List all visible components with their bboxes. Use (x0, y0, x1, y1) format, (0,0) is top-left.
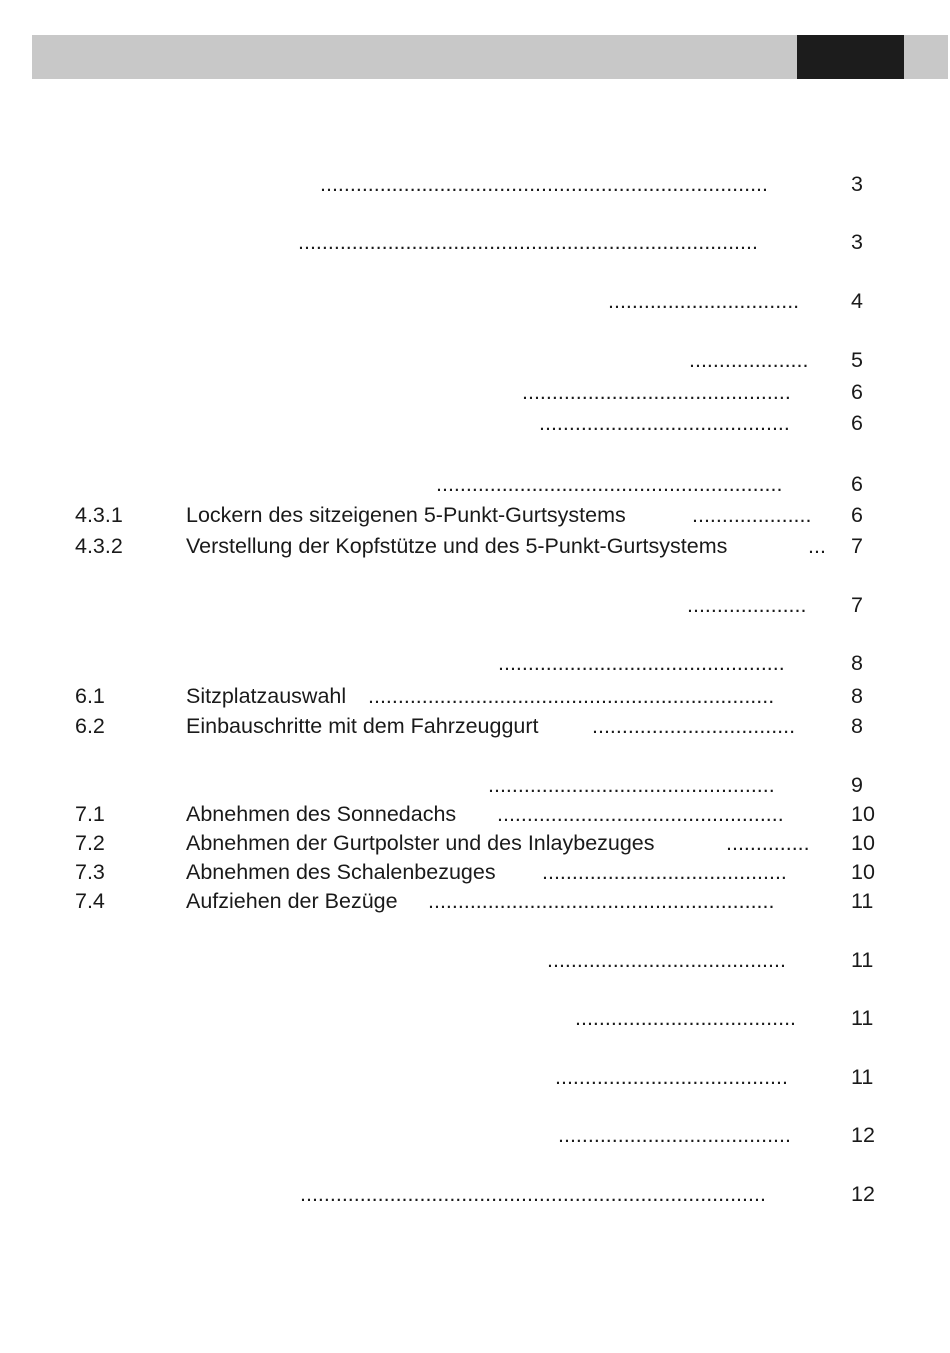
toc-number: 7.2 (75, 831, 105, 855)
toc-row (0, 287, 950, 315)
toc-row (0, 887, 950, 915)
toc-title: Abnehmen der Gurtpolster und des Inlaybezuges (186, 831, 655, 855)
toc-row (0, 858, 950, 886)
toc-row (0, 378, 950, 406)
toc-title: Aufziehen der Bezüge (186, 889, 398, 913)
toc-page: 6 (851, 503, 863, 527)
toc-page: 6 (851, 472, 863, 496)
toc-page: 9 (851, 773, 863, 797)
toc-leader: ............................................................................. (298, 230, 758, 254)
toc-row (0, 771, 950, 799)
toc-leader: .......................................................... (428, 889, 775, 913)
toc-row (0, 649, 950, 677)
toc-page: 11 (851, 948, 874, 972)
toc-leader: .................................. (592, 714, 796, 738)
toc-page: 6 (851, 380, 863, 404)
toc-row (0, 1063, 950, 1091)
toc-page: 3 (851, 230, 863, 254)
toc-leader: ................................................ (498, 651, 785, 675)
toc-leader: ... (808, 534, 826, 558)
toc-number: 7.1 (75, 802, 105, 826)
toc-leader: .............................................................................. (300, 1182, 766, 1206)
toc-page: 7 (851, 593, 863, 617)
toc-row (0, 712, 950, 740)
toc-title: Einbauschritte mit dem Fahrzeuggurt (186, 714, 539, 738)
toc-leader: .................... (687, 593, 807, 617)
toc-page: 8 (851, 651, 863, 675)
toc-row (0, 170, 950, 198)
toc-leader: ............................................. (522, 380, 791, 404)
toc-row (0, 409, 950, 437)
toc-page: 10 (851, 802, 875, 826)
toc-leader: .......................................... (539, 411, 790, 435)
toc-leader: ................................................ (497, 802, 784, 826)
toc-page: 6 (851, 411, 863, 435)
toc-row (0, 829, 950, 857)
toc-page: 10 (851, 860, 875, 884)
toc-leader: ........................................ (547, 948, 786, 972)
toc-title: Sitzplatzauswahl (186, 684, 347, 708)
toc-row (0, 228, 950, 256)
toc-page: 8 (851, 714, 863, 738)
toc-row (0, 501, 950, 529)
toc-row (0, 591, 950, 619)
toc-leader: ........................................................................... (320, 172, 769, 196)
toc-row (0, 682, 950, 710)
toc-title: Abnehmen des Sonnedachs (186, 802, 457, 826)
toc-row (0, 1180, 950, 1208)
toc-number: 7.3 (75, 860, 105, 884)
toc-leader: .................... (692, 503, 812, 527)
toc-title: Abnehmen des Schalenbezuges (186, 860, 496, 884)
toc-leader: ......................................... (542, 860, 787, 884)
toc-title: Verstellung der Kopfstütze und des 5-Punkt-Gurtsystems (186, 534, 728, 558)
toc-leader: ..................................... (575, 1006, 797, 1030)
toc-row (0, 1121, 950, 1149)
toc-page: 3 (851, 172, 863, 196)
toc-row (0, 346, 950, 374)
toc-number: 7.4 (75, 889, 105, 913)
toc-leader: ....................................... (555, 1065, 788, 1089)
toc-page: 8 (851, 684, 863, 708)
toc-leader: .................... (689, 348, 809, 372)
toc-row (0, 532, 950, 560)
toc-leader: ....................................... (558, 1123, 791, 1147)
toc-page: 11 (851, 889, 874, 913)
toc-leader: .............. (726, 831, 810, 855)
toc-number: 6.1 (75, 684, 105, 708)
toc-page: 12 (851, 1123, 875, 1147)
toc-page: 4 (851, 289, 863, 313)
toc-page: 11 (851, 1065, 874, 1089)
toc-page: 7 (851, 534, 863, 558)
toc-leader: ................................................ (488, 773, 775, 797)
toc-row (0, 800, 950, 828)
toc-leader: .......................................................... (436, 472, 783, 496)
toc-number: 4.3.1 (75, 503, 123, 527)
toc-leader: .................................................................... (368, 684, 775, 708)
toc-row (0, 470, 950, 498)
toc-row (0, 1004, 950, 1032)
toc-page: 5 (851, 348, 863, 372)
toc-page: 10 (851, 831, 875, 855)
toc-number: 4.3.2 (75, 534, 123, 558)
toc-page: 12 (851, 1182, 875, 1206)
toc-number: 6.2 (75, 714, 105, 738)
toc-leader: ................................ (608, 289, 800, 313)
toc-page: 11 (851, 1006, 874, 1030)
toc-row (0, 946, 950, 974)
toc-title: Lockern des sitzeigenen 5-Punkt-Gurtsystems (186, 503, 626, 527)
